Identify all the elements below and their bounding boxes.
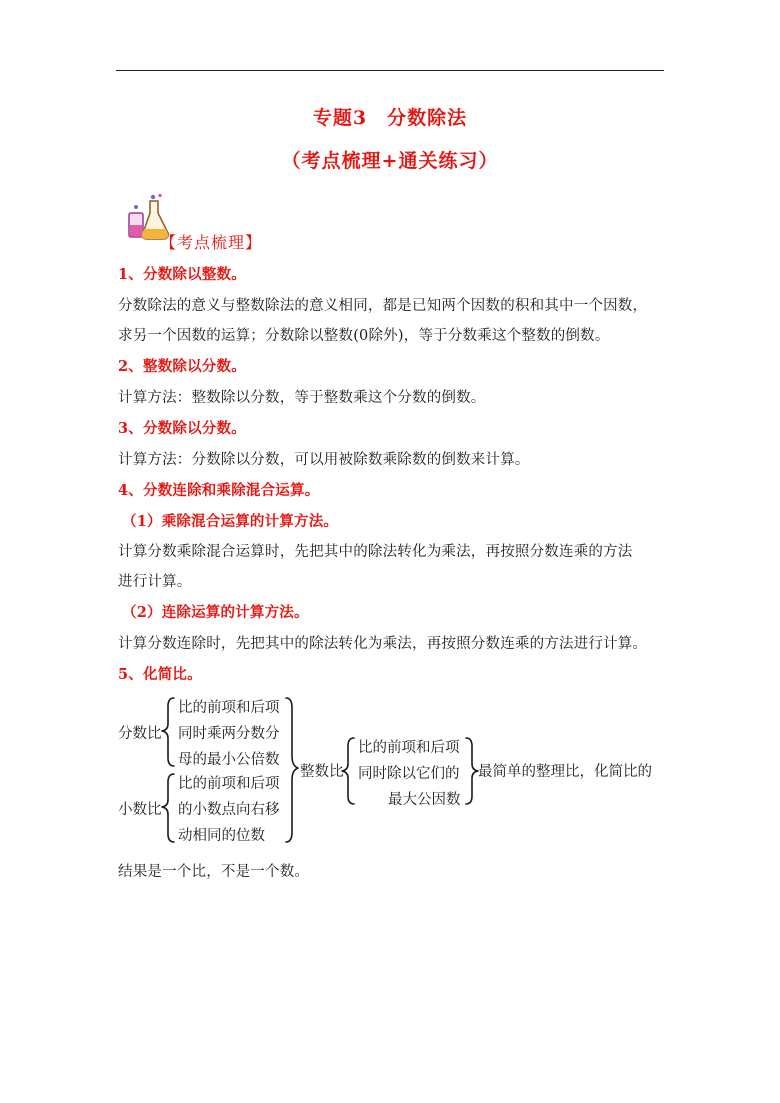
combine-close-brace <box>286 698 298 842</box>
point-4-sub-2-text: 计算分数连除时，先把其中的除法转化为乘法，再按照分数连乘的方法进行计算。 <box>118 636 648 652</box>
fraction-step-1: 比的前项和后项 <box>178 700 280 716</box>
point-4-sub-1-text-line-2: 进行计算。 <box>118 574 192 590</box>
point-2-title: 2、整数除以分数。 <box>118 358 246 375</box>
fraction-open-brace <box>162 698 174 766</box>
point-4-sub-2-title: （2）连除运算的计算方法。 <box>122 604 309 621</box>
result-text: 最简单的整理比，化简比的 <box>478 764 652 780</box>
point-4-sub-1-text-line-1: 计算分数乘除混合运算时，先把其中的除法转化为乘法，再按照分数连乘的方法 <box>118 544 633 560</box>
point-3-text: 计算方法：分数除以分数，可以用被除数乘除数的倒数来计算。 <box>118 452 530 468</box>
decimal-step-1: 比的前项和后项 <box>178 776 280 792</box>
point-1-title: 1、分数除以整数。 <box>118 266 246 283</box>
integer-step-2: 同时除以它们的 <box>358 766 460 782</box>
point-3-title: 3、分数除以分数。 <box>118 420 246 437</box>
fraction-step-2: 同时乘两分数分 <box>178 726 280 742</box>
point-1-text-line-2: 求另一个因数的运算；分数除以整数(0除外)，等于分数乘这个整数的倒数。 <box>118 328 610 344</box>
point-4-sub-1-title: （1）乘除混合运算的计算方法。 <box>122 513 339 530</box>
section-heading: 【考点梳理】 <box>160 233 263 252</box>
integer-step-3: 最大公因数 <box>388 792 461 808</box>
fraction-step-3: 母的最小公倍数 <box>178 752 280 768</box>
integer-ratio-label: 整数比 <box>300 764 344 780</box>
point-1-text-line-1: 分数除法的意义与整数除法的意义相同，都是已知两个因数的积和其中一个因数， <box>118 298 648 314</box>
point-2-text: 计算方法：整数除以分数，等于整数乘这个分数的倒数。 <box>118 390 486 406</box>
decimal-step-3: 动相同的位数 <box>178 828 265 844</box>
conclusion-text: 结果是一个比，不是一个数。 <box>118 864 310 880</box>
fraction-ratio-label: 分数比 <box>118 726 162 742</box>
decimal-ratio-label: 小数比 <box>118 802 162 818</box>
page-title: 专题3 分数除法 <box>312 107 468 129</box>
page-subtitle: （考点梳理+通关练习） <box>281 150 499 172</box>
integer-close-brace <box>466 738 478 804</box>
decimal-open-brace <box>162 774 174 842</box>
point-4-title: 4、分数连除和乘除混合运算。 <box>118 482 320 499</box>
decimal-step-2: 的小数点向右移 <box>178 802 280 818</box>
integer-step-1: 比的前项和后项 <box>358 740 460 756</box>
point-5-title: 5、化简比。 <box>118 666 202 683</box>
header-rule <box>116 70 664 71</box>
